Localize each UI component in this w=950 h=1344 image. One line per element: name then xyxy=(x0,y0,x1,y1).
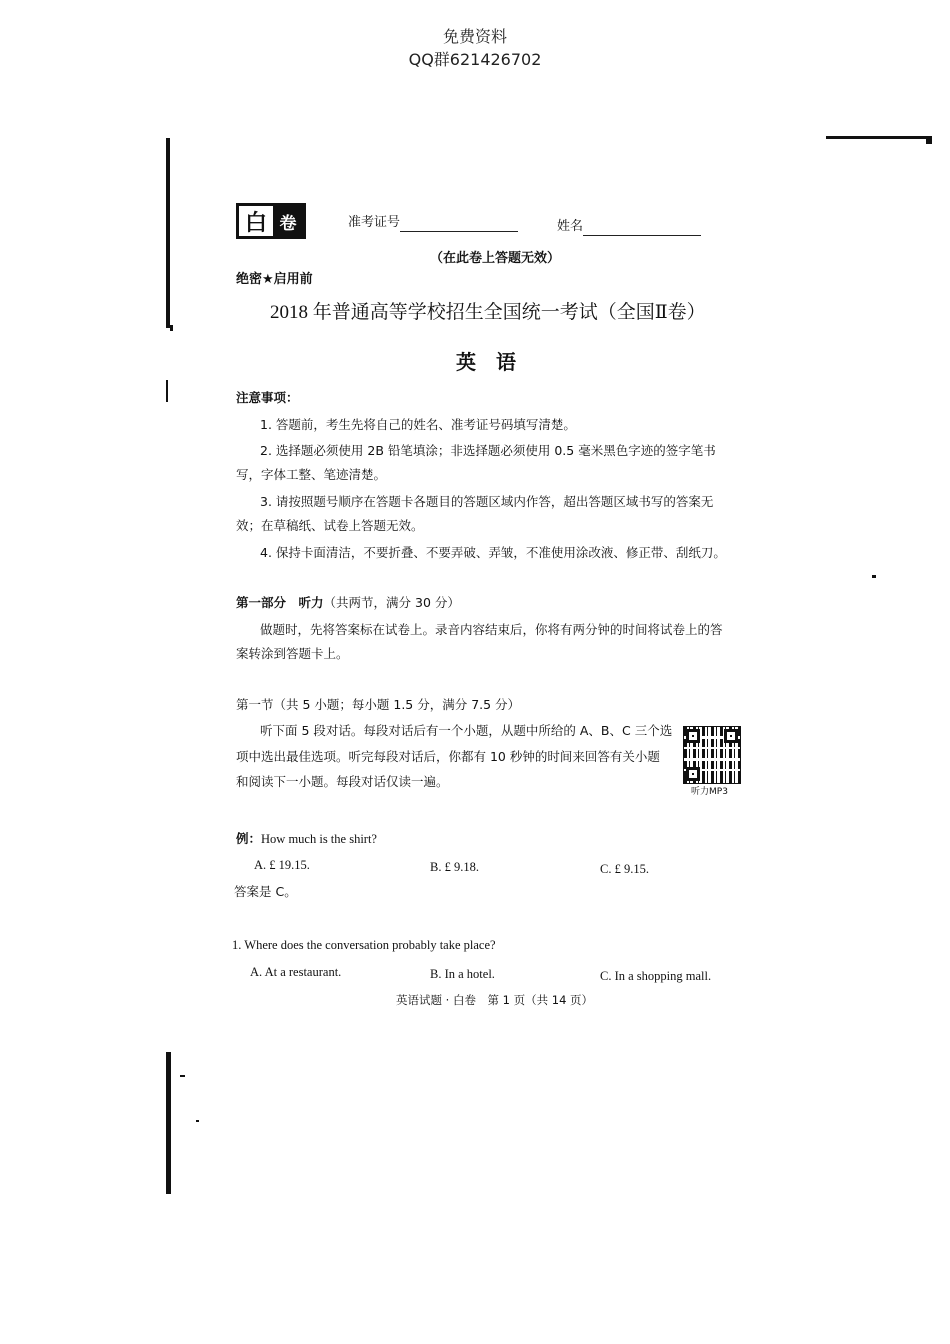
example-prompt xyxy=(236,830,377,848)
name-field xyxy=(557,218,701,236)
scan-mark-left-top xyxy=(166,138,170,328)
scan-dot-2 xyxy=(180,1075,185,1077)
name-blank[interactable] xyxy=(583,221,701,236)
example-label: 例： xyxy=(236,831,262,846)
name-label: 姓名 xyxy=(557,219,584,234)
part1-desc-2: 案转涂到答题卡上。 xyxy=(236,646,349,661)
exam-id-field xyxy=(348,214,518,232)
scan-mark-top-right xyxy=(826,136,932,139)
notice-item-2b: 写，字体工整、笔迹清楚。 xyxy=(236,467,387,482)
section1-heading: 第一节（共 5 小题；每小题 1.5 分，满分 7.5 分） xyxy=(236,697,521,712)
example-answer: 答案是 C。 xyxy=(234,884,297,899)
exam-title: 2018 年普通高等学校招生全国统一考试（全国Ⅱ卷） xyxy=(270,302,706,323)
scan-dot-3 xyxy=(196,1120,199,1122)
part1-desc-1: 做题时，先将答案标在试卷上。录音内容结束后，你将有两分钟的时间将试卷上的答 xyxy=(260,622,723,637)
notice-item-3a: 3. 请按照题号顺序在答题卡各题目的答题区域内作答，超出答题区域书写的答案无 xyxy=(260,494,714,509)
part1-heading-bold: 第一部分 听力 xyxy=(236,595,324,610)
exam-id-blank[interactable] xyxy=(400,217,518,232)
badge-left-char: 白 xyxy=(239,206,273,236)
scan-mark-left-tick xyxy=(170,325,173,331)
paper-badge xyxy=(236,203,306,239)
section1-desc-2: 项中选出最佳选项。听完每段对话后，你都有 10 秒钟的时间来回答有关小题 xyxy=(236,749,660,764)
secret-label: 绝密★启用前 xyxy=(236,272,313,287)
question-1-prompt: 1. Where does the conversation probably take place? xyxy=(232,938,496,952)
example-option-a: A. £ 19.15. xyxy=(254,858,310,872)
section1-desc-3: 和阅读下一小题。每段对话仅读一遍。 xyxy=(236,774,449,789)
notices-heading: 注意事项： xyxy=(236,390,299,405)
scan-mark-top-right-end xyxy=(926,136,932,144)
watermark-line1: 免费资料 xyxy=(442,27,507,46)
notice-item-1: 1. 答题前，考生先将自己的姓名、准考证号码填写清楚。 xyxy=(260,417,576,432)
part1-heading-rest: （共两节，满分 30 分） xyxy=(323,595,460,610)
scan-mark-left-bottom xyxy=(166,1052,171,1194)
example-question: How much is the shirt? xyxy=(261,832,377,846)
invalid-note: （在此卷上答题无效） xyxy=(430,251,561,266)
notice-item-3b: 效；在草稿纸、试卷上答题无效。 xyxy=(236,518,424,533)
exam-id-label: 准考证号 xyxy=(348,215,401,230)
qr-caption: 听力MP3 xyxy=(691,787,728,797)
example-option-b: B. £ 9.18. xyxy=(430,860,479,874)
section1-desc-1: 听下面 5 段对话。每段对话后有一个小题，从题中所给的 A、B、C 三个选 xyxy=(260,723,673,738)
notice-item-2a: 2. 选择题必须使用 2B 铅笔填涂；非选择题必须使用 0.5 毫米黑色字迹的签字笔书 xyxy=(260,443,716,458)
badge-right-char: 卷 xyxy=(273,206,303,236)
example-option-c: C. £ 9.15. xyxy=(600,862,649,876)
notice-item-4: 4. 保持卡面清洁，不要折叠、不要弄破、弄皱，不准使用涂改液、修正带、刮纸刀。 xyxy=(260,545,726,560)
subject-title: 英 语 xyxy=(456,350,516,374)
part1-heading xyxy=(236,594,460,612)
question-1-option-b: B. In a hotel. xyxy=(430,967,495,981)
scan-mark-left-mid xyxy=(166,380,168,402)
question-1-option-a: A. At a restaurant. xyxy=(250,965,342,979)
watermark-line2: QQ群621426702 xyxy=(408,50,542,69)
page-footer: 英语试题 · 白卷 第 1 页（共 14 页） xyxy=(396,993,594,1007)
scan-dot-1 xyxy=(872,575,876,578)
question-1-option-c: C. In a shopping mall. xyxy=(600,969,712,983)
qr-code-icon[interactable] xyxy=(683,726,741,784)
